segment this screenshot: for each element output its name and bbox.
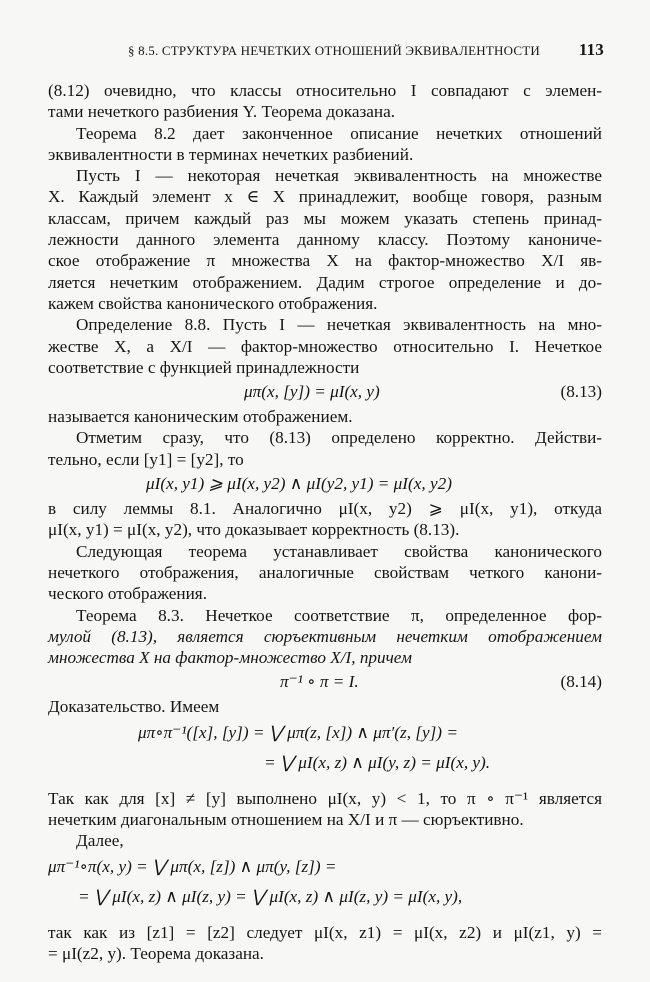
text-line: Следующая теорема устанавливает свойства канонического [76,541,602,561]
paragraph-6 [48,427,602,470]
paragraph-3 [48,165,602,314]
formula-8-14 [48,668,602,696]
text-line: μI(x, y1) = μI(x, y2), что доказывает корректность (8.13). [48,520,460,540]
equation-number: (8.13) [560,382,602,402]
text-line: тельно, если [y1] = [y2], то [48,449,244,469]
paragraph-8 [48,541,602,605]
paragraph-11 [48,830,602,851]
text-line: называется каноническим отображением. [48,407,353,427]
formula-text: μπ(x, [y]) = μI(x, y) [244,382,380,402]
running-header [128,40,604,62]
formula-text: = ⋁ μI(x, z) ∧ μI(z, y) = ⋁ μI(x, z) ∧ μI(z, y) = μI(x, y), [78,886,463,906]
page-number: 113 [578,40,604,59]
text-line: = μI(z2, y). Теорема доказана. [48,943,264,963]
text-line: мулой (8.13), является сюръективным нечетким отображением [48,626,602,646]
text-line: в силу леммы 8.1. Аналогично μI(x, y2) ⩾ μI(x, y1), откуда [48,499,602,519]
formula-text: = ⋁ μI(x, z) ∧ μI(y, z) = μI(x, y). [264,752,491,772]
text-line: ческого отображения. [48,584,208,604]
text-line: жестве X, а X/I — фактор-множество относительно I. Нечеткое [48,336,602,356]
text-line: нечеткого отображения, аналогичные свойствам четкого канони- [48,562,602,582]
text-line: X. Каждый элемент x ∈ X принадлежит, вообще говоря, разным [48,187,602,207]
paragraph-2 [48,123,602,166]
text-line: Определение 8.8. Пусть I — нечеткая эквивалентность на мно- [76,315,602,335]
proof-heading [48,696,602,717]
formula-text: μπ⁻¹∘π(x, y) = ⋁ μπ(x, [z]) ∧ μπ(y, [z]) = [48,856,337,876]
theorem-8-3 [48,605,602,669]
text-line: кажем свойства канонического отображения. [48,293,378,313]
formula-proof-1 [48,718,602,748]
paragraph-7 [48,498,602,541]
text-line: ляется нечетким отображением. Дадим строгое определение и до- [48,272,602,292]
formula-next-1 [48,852,602,882]
formula-8-13 [48,378,602,406]
text-line: Теорема 8.3. Нечеткое соответствие π, определенное фор- [76,605,602,625]
text-line: Далее, [76,831,124,851]
formula-inequality [48,470,602,498]
formula-text: π⁻¹ ∘ π = I. [280,672,359,692]
text-line: Пусть I — некоторая нечеткая эквивалентность на множестве [76,166,602,186]
formula-proof-2 [48,748,602,778]
text-line: соответствие с функцией принадлежности [48,357,360,377]
formula-next-2 [48,882,602,912]
paragraph-1 [48,80,602,123]
text-line: Отметим сразу, что (8.13) определено корректно. Действи- [76,428,602,448]
text-line: классам, причем каждый раз мы можем указать степень принад- [48,208,602,228]
formula-text: μπ∘π⁻¹([x], [y]) = ⋁ μπ(z, [x]) ∧ μπ′(z, [y]) = [138,722,458,742]
text-line: так как из [z1] = [z2] следует μI(x, z1) = μI(x, z2) и μI(z1, y) = [48,922,602,942]
definition-8-8 [48,314,602,378]
text-line: (8.12) очевидно, что классы относительно I совпадают с элемен- [48,81,602,100]
paragraph-10 [48,788,602,831]
text-line: лежности данного элемента данному классу. Поэтому канониче- [48,230,602,250]
section-title: § 8.5. СТРУКТУРА НЕЧЕТКИХ ОТНОШЕНИЙ ЭКВИВАЛЕНТНОСТИ [128,43,540,58]
text-line: тами нечеткого разбиения Y. Теорема доказана. [48,102,396,122]
text-line: ское отображение π множества X на фактор-множество X/I яв- [48,251,602,271]
text-line: нечетким диагональным отношением на X/I и π — сюръективно. [48,810,524,830]
text-line: эквивалентности в терминах нечетких разбиений. [48,144,414,164]
text-line: Так как для [x] ≠ [y] выполнено μI(x, y) < 1, то π ∘ π⁻¹ является [48,788,602,808]
body-text [48,80,602,964]
paragraph-12 [48,922,602,965]
equation-number: (8.14) [560,672,602,692]
text-line: Теорема 8.2 дает законченное описание нечетких отношений [76,123,602,143]
text-line: множества X на фактор-множество X/I, причем [48,648,412,668]
paragraph-5 [48,406,602,427]
formula-text: μI(x, y1) ⩾ μI(x, y2) ∧ μI(y2, y1) = μI(x, y2) [146,474,452,494]
text-line: Доказательство. Имеем [48,697,220,717]
